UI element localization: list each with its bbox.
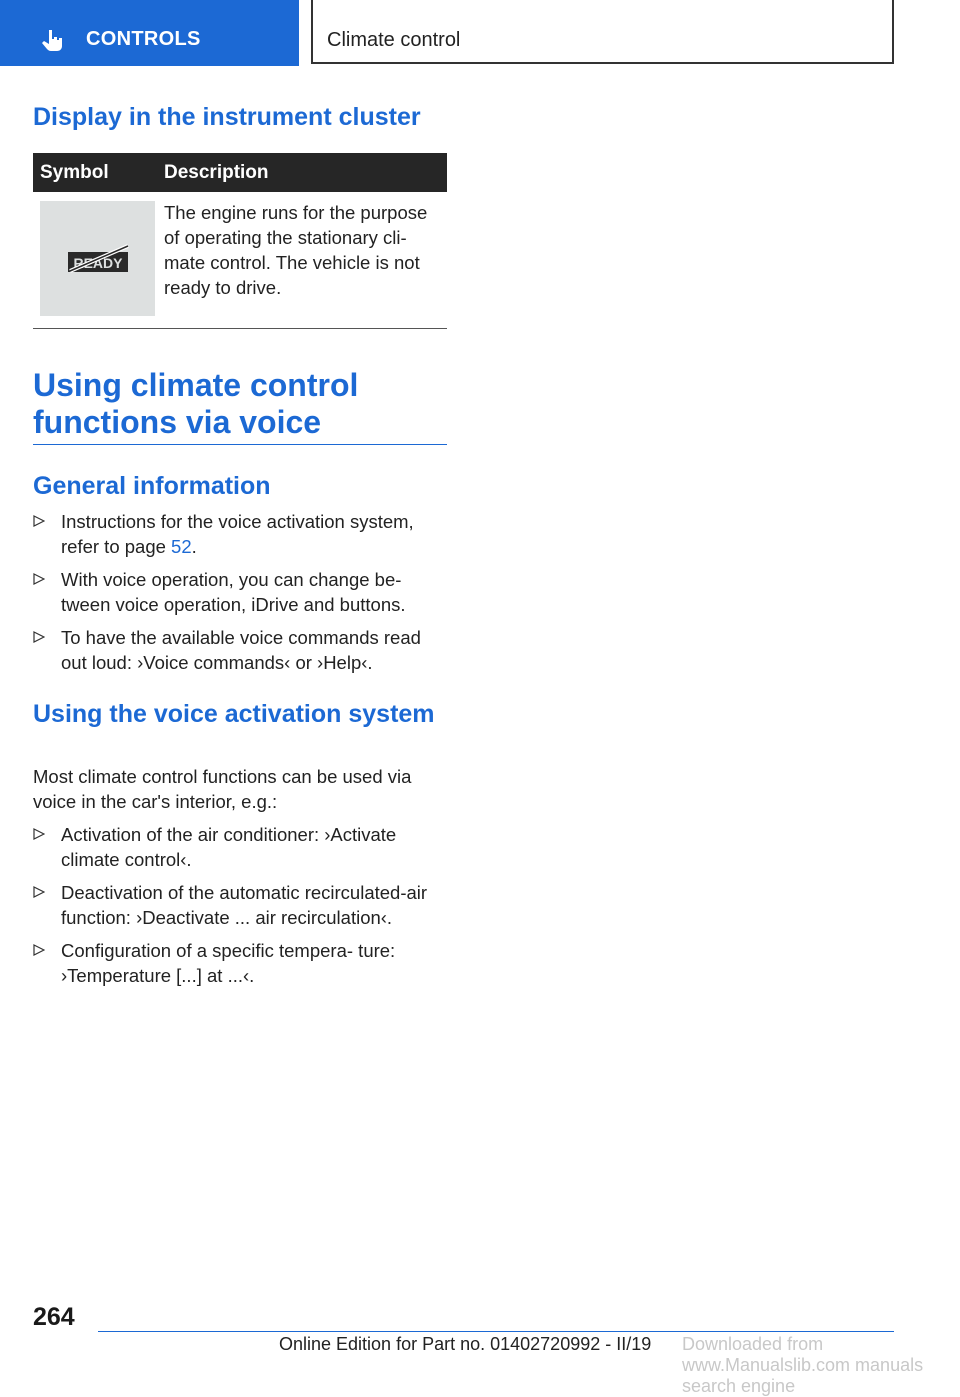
list-item-text-end: . (191, 536, 197, 557)
triangle-bullet-icon (33, 886, 45, 898)
heading-general-information: General information (33, 472, 271, 500)
symbol-description: The engine runs for the purpose of operating the stationary cli- mate control. The vehicle is not ready to drive. (164, 202, 428, 298)
heading-voice-functions: Using climate control functions via voice (33, 367, 359, 440)
heading-using-voice-activation: Using the voice activation system (33, 700, 435, 728)
edition-text: Online Edition for Part no. 01402720992 - II/19 (279, 1334, 652, 1354)
list-item (33, 509, 447, 559)
page-header (0, 0, 960, 66)
triangle-bullet-icon (33, 944, 45, 956)
list-item-text: Configuration of a specific tempera- ture: ›Temperature [...] at ...‹. (61, 940, 396, 986)
list-item-text: With voice operation, you can change be- tween voice operation, iDrive and buttons. (61, 569, 406, 615)
page-link[interactable]: 52 (171, 536, 192, 557)
list-item-text: Instructions for the voice activation system, refer to page (61, 511, 414, 557)
column-header-description: Description (164, 162, 269, 183)
list-item (33, 822, 447, 872)
ready-crossed-out-icon (66, 243, 130, 275)
list-item-text: Deactivation of the automatic recirculated-air function: ›Deactivate ... air recirculation‹. (61, 882, 428, 928)
triangle-bullet-icon (33, 573, 45, 585)
intro-paragraph: Most climate control functions can be used via voice in the car's interior, e.g.: (33, 766, 412, 812)
heading-underline (33, 444, 447, 445)
footer-rule (98, 1331, 894, 1332)
watermark: Downloaded from www.Manualslib.com manuals search engine (682, 1334, 924, 1396)
ready-text: READY (73, 255, 123, 271)
symbol-cell (40, 201, 155, 316)
section-label: Climate control (327, 29, 461, 51)
section-tab (311, 0, 894, 64)
pointing-hand-icon (40, 28, 66, 54)
list-item (33, 567, 447, 617)
list-item-text: Activation of the air conditioner: ›Activate climate control‹. (61, 824, 397, 870)
list-item-text: To have the available voice commands read out loud: ›Voice commands‹ or ›Help‹. (61, 627, 421, 673)
page-number: 264 (33, 1303, 75, 1331)
list-item (33, 625, 447, 675)
triangle-bullet-icon (33, 515, 45, 527)
voice-examples-list (33, 822, 447, 996)
table-row (33, 192, 447, 329)
column-header-symbol: Symbol (40, 162, 109, 183)
list-item (33, 938, 447, 988)
heading-display-cluster: Display in the instrument cluster (33, 103, 421, 131)
table-header (33, 153, 447, 192)
chapter-tab (0, 0, 299, 66)
chapter-label: CONTROLS (86, 28, 201, 50)
general-list (33, 509, 447, 683)
triangle-bullet-icon (33, 631, 45, 643)
triangle-bullet-icon (33, 828, 45, 840)
list-item (33, 880, 447, 930)
